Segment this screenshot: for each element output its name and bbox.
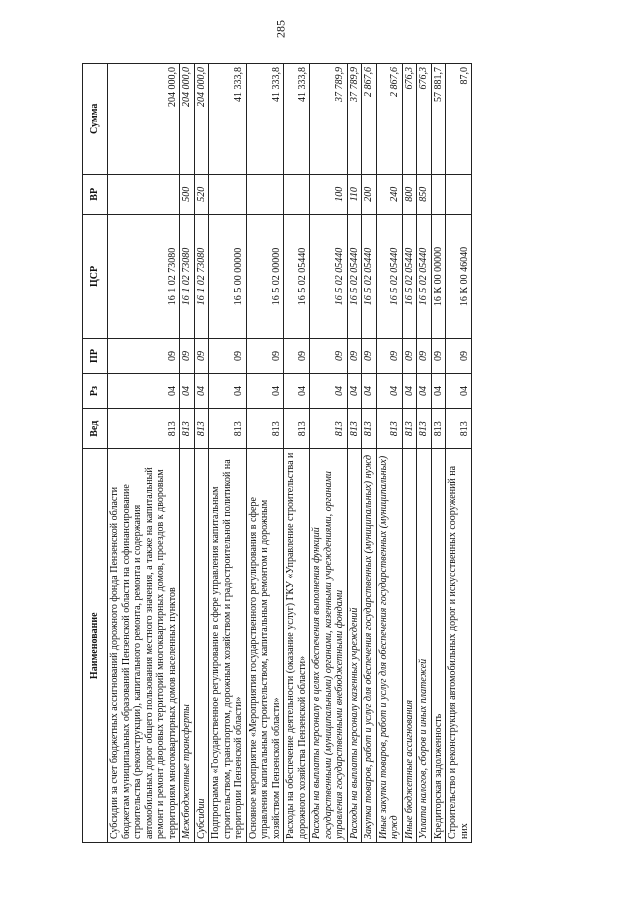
cell-name: Подпрограмма «Государственное регулирование в сфере управления капитальным строительством, транспортом, дорожным хозяйством и градостроительной политикой на территории Пензенской области» [209,449,247,843]
cell-sum: 676,3 [417,64,432,175]
cell-vr: 500 [180,174,195,214]
table-row [376,64,402,843]
cell-ved: 813 [310,409,348,449]
cell-vr: 240 [376,174,402,214]
cell-rz: 04 [310,374,348,409]
cell-ved: 813 [362,409,377,449]
cell-vr [246,174,284,214]
cell-sum: 2 867,6 [362,64,377,175]
cell-rz: 04 [362,374,377,409]
cell-rz: 04 [180,374,195,409]
cell-sum: 204 000,0 [108,64,180,175]
header-vr: ВР [83,174,108,214]
cell-rz: 04 [417,374,432,409]
cell-csr: 16 К 00 46040 [446,215,472,339]
cell-vr [284,174,310,214]
cell-ved: 813 [284,409,310,449]
table-body [108,64,472,843]
cell-name: Субсидии [194,449,209,843]
page-number: 285 [273,20,288,38]
cell-sum: 37 789,9 [347,64,362,175]
table-row [446,64,472,843]
header-sum: Сумма [83,64,108,175]
cell-pr: 09 [362,338,377,373]
cell-rz: 04 [108,374,180,409]
cell-sum: 87,0 [446,64,472,175]
cell-sum: 41 333,8 [209,64,247,175]
cell-name: Основное мероприятие «Мероприятия государственного регулирования в сфере управления капитальным строительством, капитальным ремонтом и дорожным хозяйством Пензенской области» [246,449,284,843]
cell-rz: 04 [284,374,310,409]
table-header [83,64,108,843]
cell-csr: 16 5 02 05440 [284,215,310,339]
cell-sum: 204 000,0 [180,64,195,175]
cell-pr: 09 [108,338,180,373]
cell-sum: 37 789,9 [310,64,348,175]
cell-pr: 09 [347,338,362,373]
cell-name: Иные бюджетные ассигнования [402,449,417,843]
cell-pr: 09 [402,338,417,373]
cell-name: Расходы на выплаты персоналу в целях обеспечения выполнения функций государственными (муниципальными) органами, казенными учреждениями, органами управления государственными внебюджетными фондами [310,449,348,843]
cell-vr: 520 [194,174,209,214]
table-row [284,64,310,843]
cell-csr: 16 5 02 05440 [362,215,377,339]
cell-vr: 110 [347,174,362,214]
table-row [347,64,362,843]
header-name: Наименование [83,449,108,843]
cell-pr: 09 [417,338,432,373]
cell-ved: 813 [417,409,432,449]
cell-sum: 41 333,8 [284,64,310,175]
cell-rz: 04 [402,374,417,409]
cell-csr: 16 1 02 73080 [194,215,209,339]
table-row [108,64,180,843]
cell-ved: 813 [402,409,417,449]
table-row [310,64,348,843]
cell-ved: 813 [347,409,362,449]
cell-vr: 850 [417,174,432,214]
cell-pr: 09 [431,338,446,373]
cell-csr: 16 5 02 05440 [376,215,402,339]
cell-vr [431,174,446,214]
table-row [431,64,446,843]
cell-ved: 813 [431,409,446,449]
cell-name: Уплата налогов, сборов и иных платежей [417,449,432,843]
cell-pr: 09 [310,338,348,373]
cell-rz: 04 [194,374,209,409]
cell-name: Расходы на выплаты персоналу казенных учреждений [347,449,362,843]
cell-csr: 16 5 02 00000 [246,215,284,339]
cell-rz: 04 [347,374,362,409]
cell-vr [209,174,247,214]
header-csr: ЦСР [83,215,108,339]
cell-name: Кредиторская задолженность [431,449,446,843]
cell-csr: 16 1 02 73080 [180,215,195,339]
cell-rz: 04 [376,374,402,409]
cell-csr: 16 5 02 05440 [310,215,348,339]
cell-name: Расходы на обеспечение деятельности (оказание услуг) ГКУ «Управление строительства и дорожного хозяйства Пензенской области» [284,449,310,843]
header-ved: Вед [83,409,108,449]
cell-name: Строительство и реконструкция автомобильных дорог и искусственных сооружений на них [446,449,472,843]
header-rz: Рз [83,374,108,409]
cell-vr: 800 [402,174,417,214]
cell-pr: 09 [446,338,472,373]
cell-ved: 813 [246,409,284,449]
cell-name: Закупка товаров, работ и услуг для обеспечения государственных (муниципальных) нужд [362,449,377,843]
cell-rz: 04 [246,374,284,409]
cell-ved: 813 [376,409,402,449]
cell-vr: 200 [362,174,377,214]
cell-name: Межбюджетные трансферты [180,449,195,843]
cell-sum: 41 333,8 [246,64,284,175]
cell-csr: 16 5 00 00000 [209,215,247,339]
cell-pr: 09 [246,338,284,373]
cell-sum: 57 881,7 [431,64,446,175]
table-row [417,64,432,843]
header-pr: ПР [83,338,108,373]
table-row [194,64,209,843]
cell-csr: 16 5 02 05440 [417,215,432,339]
cell-csr: 16 5 02 05440 [347,215,362,339]
table-row [362,64,377,843]
cell-sum: 676,3 [402,64,417,175]
cell-sum: 204 000,0 [194,64,209,175]
cell-vr [446,174,472,214]
budget-table [82,63,472,843]
cell-ved: 813 [180,409,195,449]
cell-rz: 04 [446,374,472,409]
cell-pr: 09 [376,338,402,373]
cell-ved: 813 [108,409,180,449]
cell-ved: 813 [209,409,247,449]
cell-sum: 2 867,6 [376,64,402,175]
rotated-table-container [82,63,530,843]
table-row [209,64,247,843]
cell-name: Иные закупки товаров, работ и услуг для обеспечения государственных (муниципальных) нужд [376,449,402,843]
cell-csr: 16 1 02 73080 [108,215,180,339]
cell-csr: 16 5 02 05440 [402,215,417,339]
cell-pr: 09 [194,338,209,373]
cell-pr: 09 [284,338,310,373]
cell-vr: 100 [310,174,348,214]
cell-name: Субсидии за счет бюджетных ассигнований дорожного фонда Пензенской области бюджетам муниципальных образований Пензенской области на софинансирование строительства (реконструкции), капитального ремонта, ремонта и содержания автомобильных дорог общего пользования местного значения, а также на капитальный ремонт и ремонт дворовых территорий многоквартирных домов, проездов к дворовым территориям многоквартирных домов населенных пунктов [108,449,180,843]
cell-pr: 09 [209,338,247,373]
table-row [246,64,284,843]
cell-ved: 813 [194,409,209,449]
cell-rz: 04 [209,374,247,409]
table-row [180,64,195,843]
cell-vr [108,174,180,214]
cell-pr: 09 [180,338,195,373]
table-row [402,64,417,843]
cell-csr: 16 К 00 00000 [431,215,446,339]
cell-rz: 04 [431,374,446,409]
cell-ved: 813 [446,409,472,449]
